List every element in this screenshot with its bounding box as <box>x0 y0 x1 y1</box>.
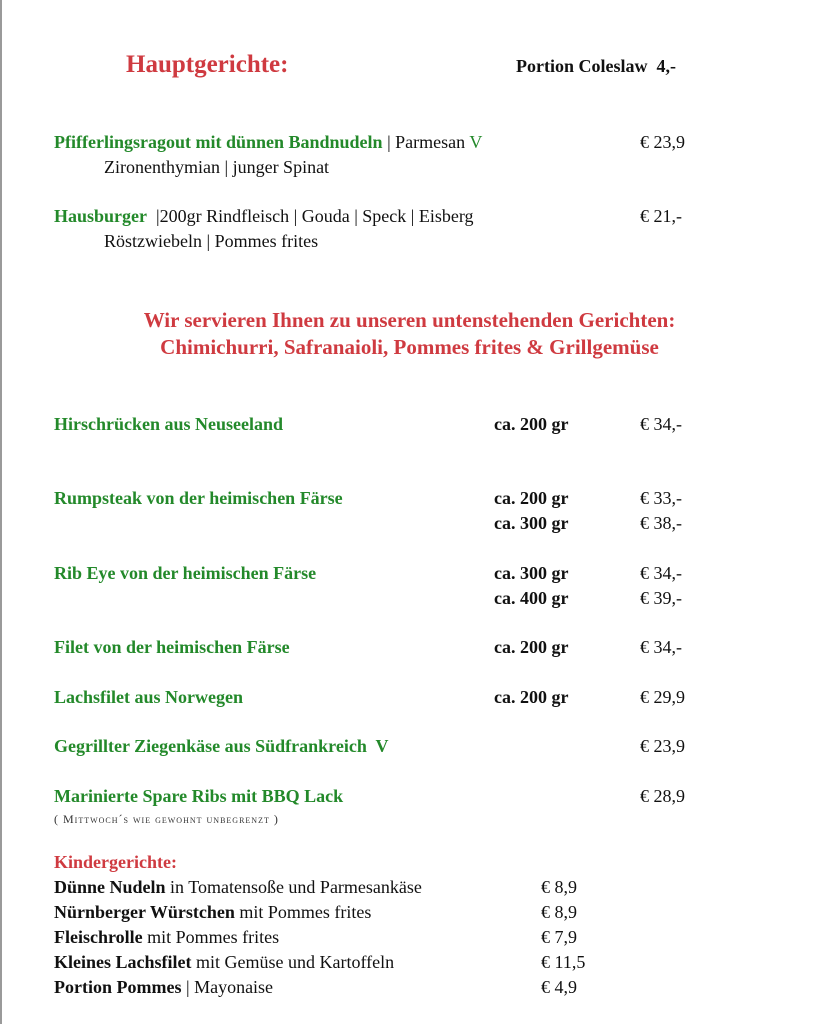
item-price: € 21,- <box>640 206 682 226</box>
item-weight: ca. 200 gr <box>494 687 569 707</box>
item-price: € 28,9 <box>640 786 685 806</box>
item-description: | Mayonaise <box>181 977 274 997</box>
item-name: Dünne Nudeln <box>54 877 166 897</box>
kids-item <box>54 976 273 998</box>
item-weight: ca. 400 gr <box>494 588 569 608</box>
notice-line-2: Chimichurri, Safranaioli, Pommes frites & Grillgemüse <box>160 335 659 359</box>
item-weight: ca. 200 gr <box>494 637 569 657</box>
item-name: Nürnberger Würstchen <box>54 902 235 922</box>
item-name: Gegrillter Ziegenkäse aus Südfrankreich V <box>54 736 389 756</box>
item-description: mit Pommes frites <box>142 927 280 947</box>
section-title-kids: Kindergerichte: <box>54 852 177 872</box>
item-price: € 23,9 <box>640 132 685 152</box>
kids-item <box>54 951 394 973</box>
coleslaw-price: 4,- <box>656 56 676 76</box>
coleslaw-item <box>516 55 676 77</box>
item-name: Lachsfilet aus Norwegen <box>54 687 243 707</box>
item-description: Zironenthymian | junger Spinat <box>104 157 330 177</box>
item-extra: | Parmesan <box>382 132 470 152</box>
item-description: mit Pommes frites <box>234 902 372 922</box>
item-weight: ca. 200 gr <box>494 488 569 508</box>
item-price: € 38,- <box>640 513 682 533</box>
item-price: € 34,- <box>640 563 682 583</box>
kids-item <box>54 901 371 923</box>
item-price: € 23,9 <box>640 736 685 756</box>
item-name: Portion Pommes <box>54 977 182 997</box>
item-price: € 4,9 <box>541 977 577 997</box>
item-weight: ca. 300 gr <box>494 513 569 533</box>
item-extra: |200gr Rindfleisch | Gouda | Speck | Eisberg <box>147 206 474 226</box>
vegetarian-mark: V <box>469 132 483 152</box>
item-price: € 34,- <box>640 414 682 434</box>
item-name: Hausburger <box>54 206 148 226</box>
item-price: € 8,9 <box>541 877 577 897</box>
item-price: € 11,5 <box>541 952 586 972</box>
item-description: Röstzwiebeln | Pommes frites <box>104 231 319 251</box>
item-price: € 39,- <box>640 588 682 608</box>
item-name: Pfifferlingsragout mit dünnen Bandnudeln <box>54 132 383 152</box>
item-price: € 8,9 <box>541 902 577 922</box>
item-name: Filet von der heimischen Färse <box>54 637 290 657</box>
item-description: mit Gemüse und Kartoffeln <box>191 952 395 972</box>
menu-item <box>54 131 482 153</box>
item-name: Rumpsteak von der heimischen Färse <box>54 488 343 508</box>
coleslaw-label: Portion Coleslaw <box>516 56 648 76</box>
item-description: in Tomatensoße und Parmesankäse <box>165 877 422 897</box>
kids-item <box>54 876 422 898</box>
page-edge <box>0 0 2 1024</box>
item-name: Marinierte Spare Ribs mit BBQ Lack <box>54 786 344 806</box>
item-name: Rib Eye von der heimischen Färse <box>54 563 317 583</box>
item-price: € 34,- <box>640 637 682 657</box>
item-price: € 33,- <box>640 488 682 508</box>
item-price: € 7,9 <box>541 927 577 947</box>
item-weight: ca. 200 gr <box>494 414 569 434</box>
item-name: Fleischrolle <box>54 927 143 947</box>
item-weight: ca. 300 gr <box>494 563 569 583</box>
notice-line-1: Wir servieren Ihnen zu unseren untenstehenden Gerichten: <box>143 308 676 332</box>
item-name: Hirschrücken aus Neuseeland <box>54 414 284 434</box>
item-price: € 29,9 <box>640 687 685 707</box>
menu-item <box>54 205 474 227</box>
spare-ribs-note: ( Mittwoch´s wie gewohnt unbegrenzt ) <box>54 812 279 826</box>
kids-item <box>54 926 279 948</box>
section-title-main: Hauptgerichte: <box>126 51 289 78</box>
item-name: Kleines Lachsfilet <box>54 952 192 972</box>
